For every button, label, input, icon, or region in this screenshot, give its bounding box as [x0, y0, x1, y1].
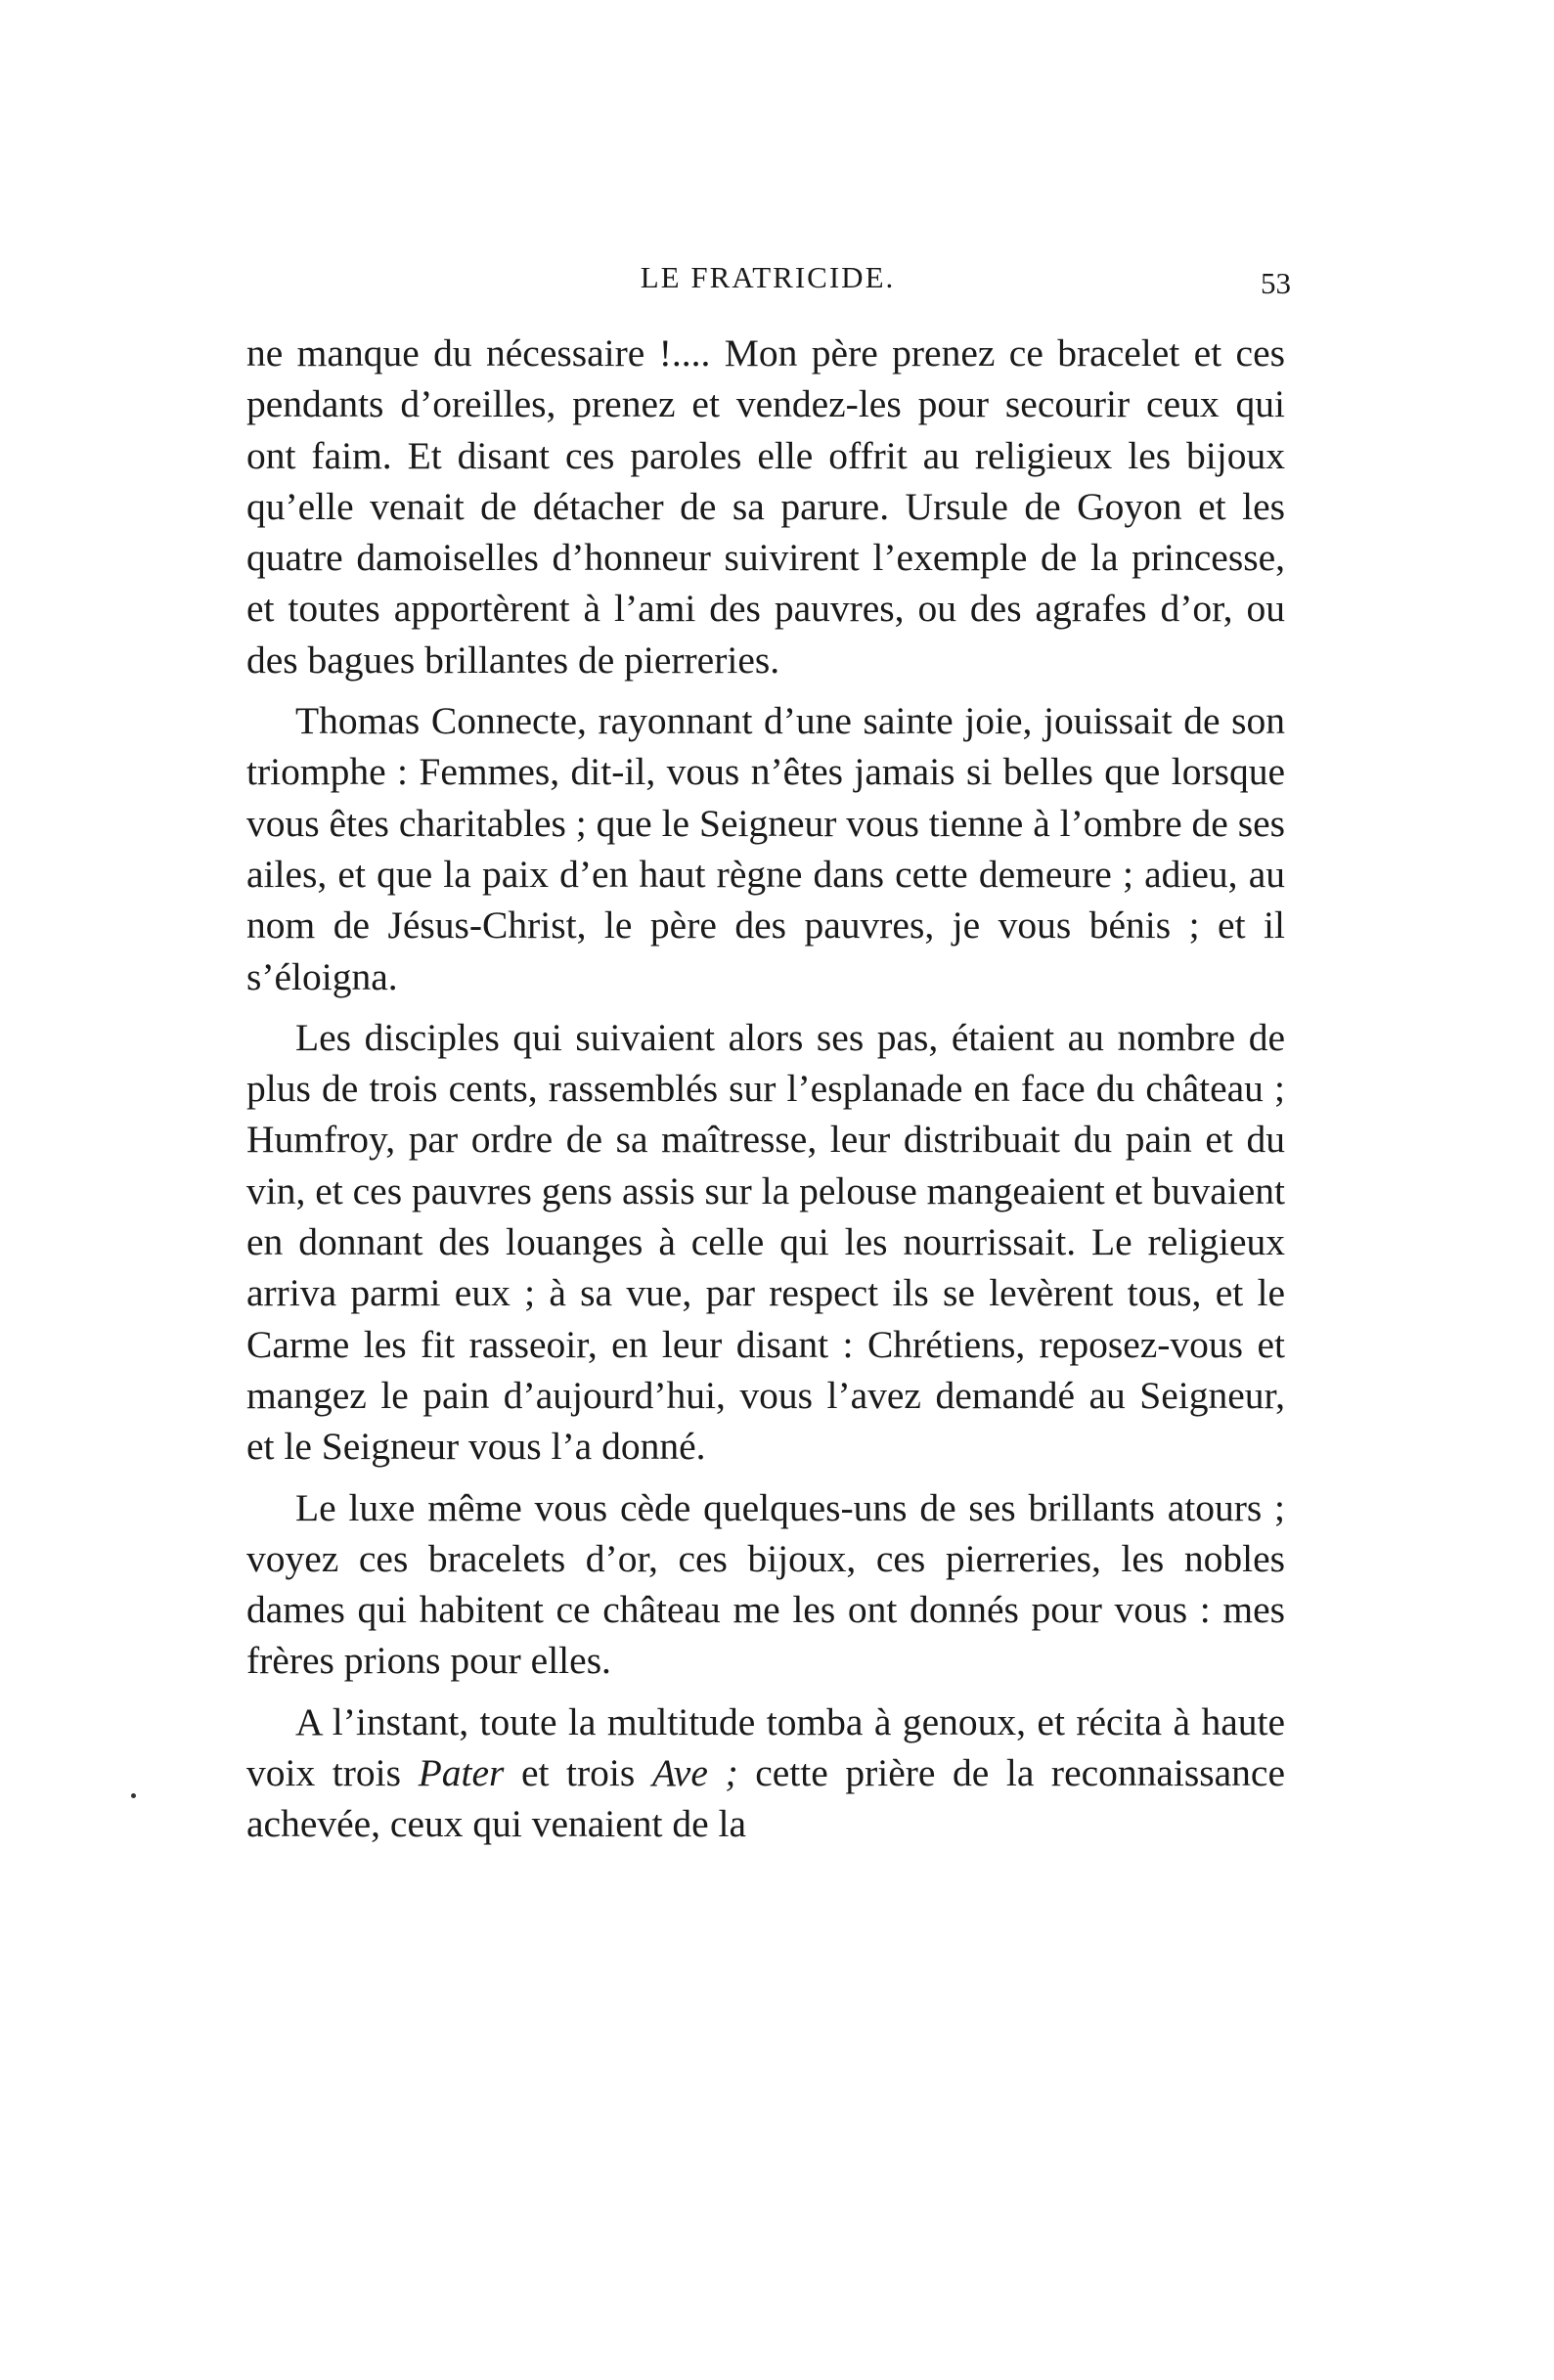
paragraph-5-part-1: A l’instant, toute la multitude tomba à genoux, et récita à haute voix trois [246, 1699, 1285, 1795]
paragraph-5 [246, 1697, 1285, 1850]
running-head [244, 256, 1291, 305]
paragraph-1: ne manque du nécessaire !.... Mon père prenez ce bracelet et ces pendants d’oreilles, prenez et vendez-les pour secourir ceux qui ont faim. Et disant ces paroles elle offrit au religieux les bijoux qu’elle venait de détacher de sa parure. Ursule de Goyon et les quatre damoiselles d’honneur suivirent l’exemple de la princesse, et toutes apportèrent à l’ami des pauvres, ou des agrafes d’or, ou des bagues brillantes de pierreries. [246, 331, 1285, 682]
paragraph-5-part-3: cette prière de la reconnaissance achevée, ceux qui venaient de la [246, 1751, 1285, 1846]
pater-italic: Pater [418, 1751, 505, 1795]
running-title: LE FRATRICIDE. [640, 260, 896, 294]
paragraph-4: Le luxe même vous cède quelques-uns de ses brillants atours ; voyez ces bracelets d’or, ces bijoux, ces pierreries, les nobles dames qui habitent ce château me les ont donnés pour vous : mes frères prions pour elles. [246, 1485, 1285, 1683]
paragraph-5-part-2: et trois [504, 1751, 652, 1795]
ave-italic: Ave ; [651, 1751, 738, 1795]
paragraph-2: Thomas Connecte, rayonnant d’une sainte joie, jouissait de son triomphe : Femmes, dit-il, vous n’êtes jamais si belles que lorsque vous êtes charitables ; que le Seigneur vous tienne à l’ombre de ses ailes, et que la paix d’en haut règne dans cette demeure ; adieu, au nom de Jésus-Christ, le père des pauvres, je vous bénis ; et il s’éloigna. [246, 699, 1285, 998]
body-text [246, 328, 1285, 1860]
margin-speck [131, 1793, 136, 1798]
paragraph-3: Les disciples qui suivaient alors ses pas, étaient au nombre de plus de trois cents, rassemblés sur l’esplanade en face du château ; Humfroy, par ordre de sa maîtresse, leur distribuait du pain et du vin, et ces pauvres gens assis sur la pelouse mangeaient et buvaient en donnant des louanges à celle qui les nourrissait. Le religieux arriva parmi eux ; à sa vue, par respect ils se levèrent tous, et le Carme les fit rasseoir, en leur disant : Chrétiens, reposez-vous et mangez le pain d’aujourd’hui, vous l’avez demandé au Seigneur, et le Seigneur vous l’a donné. [246, 1015, 1285, 1469]
page-number: 53 [1261, 266, 1291, 300]
